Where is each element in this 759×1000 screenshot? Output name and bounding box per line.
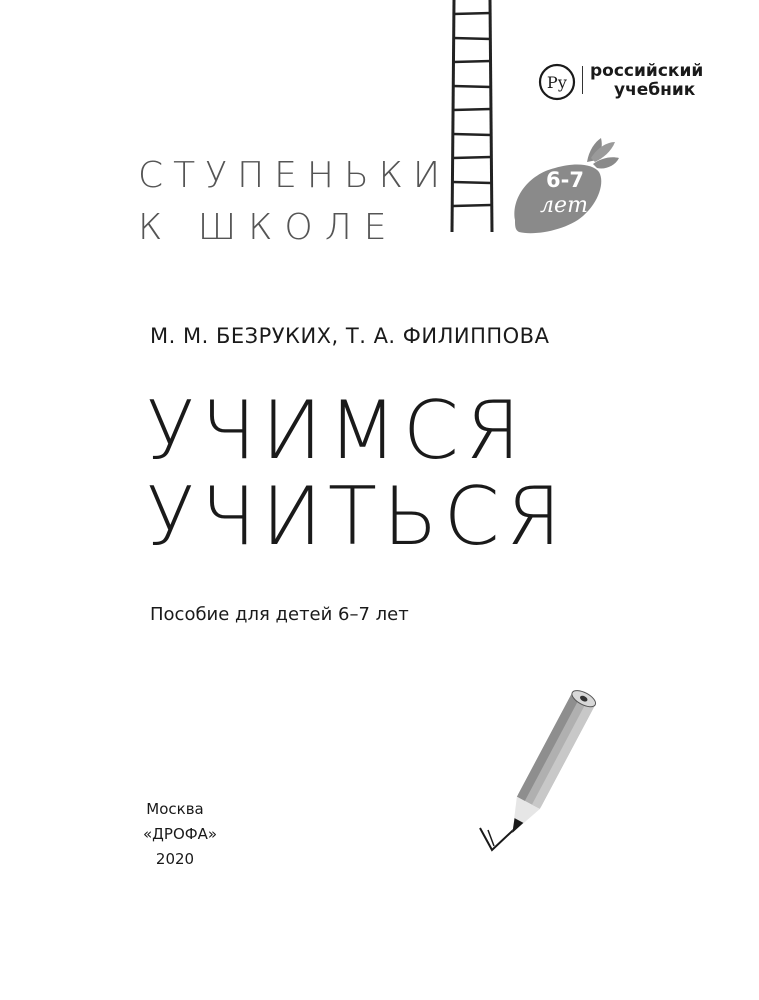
publisher-name xyxy=(590,62,703,100)
publisher-name-line1: российский xyxy=(590,61,704,81)
book-title xyxy=(146,384,568,563)
imprint-city: Москва xyxy=(146,800,204,818)
publisher-divider xyxy=(582,66,583,94)
ladder-illustration xyxy=(448,0,496,232)
book-subtitle: Пособие для детей 6–7 лет xyxy=(150,604,409,625)
imprint xyxy=(143,797,218,872)
imprint-year: 2020 xyxy=(155,850,195,868)
series-title-line1: СТУПЕНЬКИ xyxy=(138,155,451,196)
imprint-publisher: «ДРОФА» xyxy=(143,825,218,843)
pencil-icon xyxy=(470,680,620,880)
age-number: 6-7 xyxy=(546,168,584,192)
age-unit: лет xyxy=(540,193,588,218)
series-title xyxy=(138,150,451,254)
series-title-line2: К ШКОЛЕ xyxy=(138,207,399,248)
publisher-name-line2: учебник xyxy=(614,80,696,100)
book-title-line1: УЧИМСЯ xyxy=(146,384,527,477)
publisher-mark: Ру xyxy=(546,73,568,92)
book-title-line2: УЧИТЬСЯ xyxy=(146,470,568,563)
publisher-logo-icon xyxy=(538,63,576,101)
authors: М. М. БЕЗРУКИХ, Т. А. ФИЛИППОВА xyxy=(150,324,550,348)
